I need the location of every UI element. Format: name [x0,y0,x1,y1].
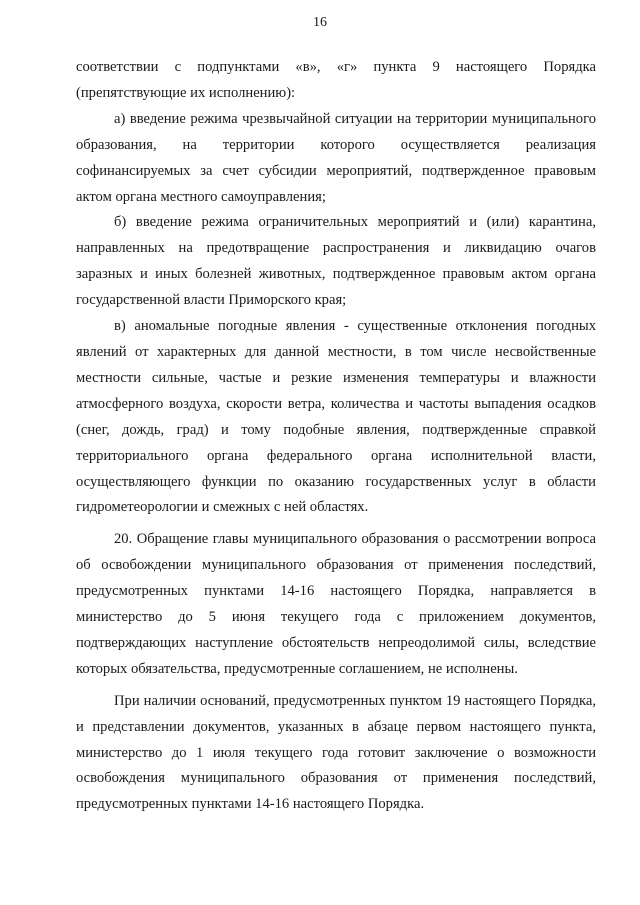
paragraph-continuation: соответствии с подпунктами «в», «г» пункта 9 настоящего Порядка (препятствующие их исполнению): [76,59,596,101]
document-body [76,55,596,818]
paragraph-item-20: 20. Обращение главы муниципального образования о рассмотрении вопроса об освобождении муниципального образования от применения последствий, предусмотренных пунктами 14-16 настоящего Порядка, направляется в министерство до 5 июня текущего года с приложением документов, подтверждающих наступление обстоятельств непреодолимой силы, вследствие которых обязательства, предусмотренные соглашением, не исполнены. [76,531,596,677]
paragraph-conclusion: При наличии оснований, предусмотренных пунктом 19 настоящего Порядка, и представлении документов, указанных в абзаце первом настоящего пункта, министерство до 1 июля текущего года готовит заключение о возможности освобождения муниципального образования от применения последствий, предусмотренных пунктами 14-16 настоящего Порядка. [76,692,596,813]
paragraph-subitem-a: а) введение режима чрезвычайной ситуации на территории муниципального образования, на территории которого осуществляется реализация софинансируемых за счет субсидии мероприятий, подтвержденное правовым актом органа местного самоуправления; [76,110,596,205]
paragraph-subitem-b: б) введение режима ограничительных мероприятий и (или) карантина, направленных на предотвращение распространения и ликвидацию очагов заразных и иных болезней животных, подтвержденное правовым актом органа государственной власти Приморского края; [76,214,596,309]
paragraph-subitem-v: в) аномальные погодные явления - существенные отклонения погодных явлений от характерных для данной местности, в том числе несвойственные местности сильные, частые и резкие изменения температуры и влажности атмосферного воздуха, скорости ветра, количества и частоты выпадения осадков (снег, дождь, град) и тому подобные явления, подтвержденные справкой территориального органа федерального органа исполнительной власти, осуществляющего функции по оказанию государственных услуг в области гидрометеорологии и смежных с ней областях. [76,318,596,516]
page-number: 16 [313,15,327,30]
